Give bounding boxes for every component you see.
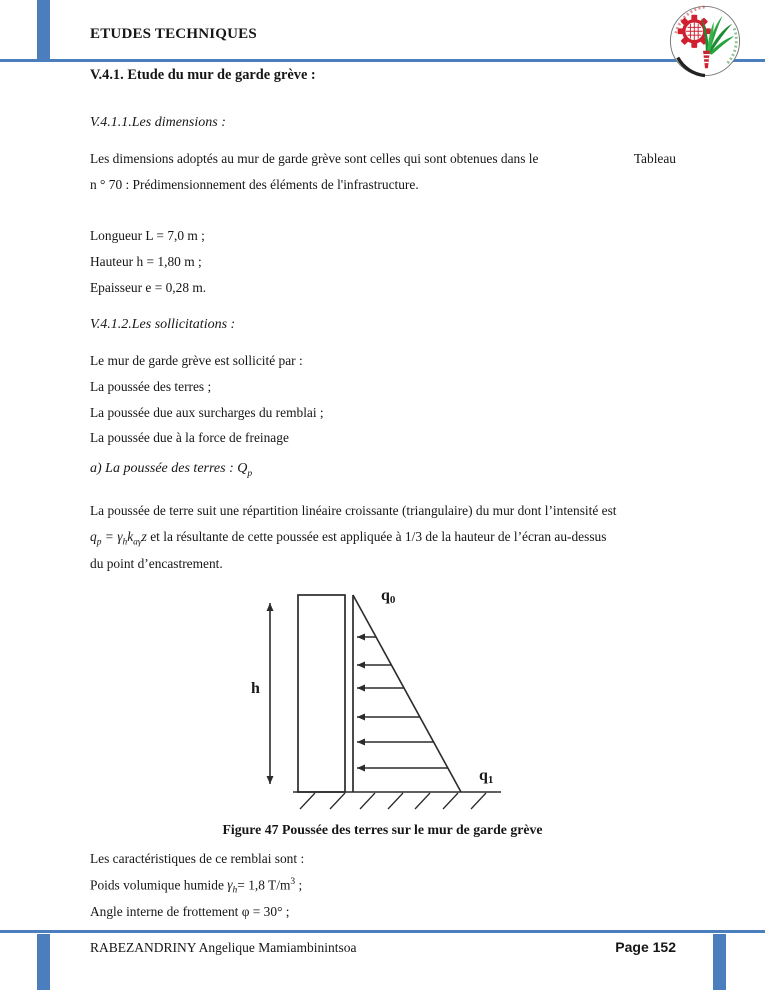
char1-text: Poids volumique humide: [90, 877, 228, 893]
char1-exponent: 3: [290, 877, 296, 887]
pressure-hypotenuse: [353, 595, 461, 792]
remblai-characteristic-1: [90, 877, 302, 896]
paragraph-poussee-line3: du point d’encastrement.: [90, 556, 223, 571]
q0-label: q0: [381, 587, 396, 606]
footer-page-number: Page 152: [615, 939, 676, 955]
sollicitation-item: La poussée due à la force de freinage: [90, 430, 289, 445]
sollicitations-intro: Le mur de garde grève est sollicité par :: [90, 353, 303, 368]
running-header-title: ETUDES TECHNIQUES: [90, 26, 257, 42]
q1-label: q1: [479, 767, 494, 786]
school-logo-icon: [668, 4, 742, 78]
accent-bar-bottom-right: [713, 934, 726, 990]
dimension-item: Longueur L = 7,0 m ;: [90, 228, 205, 243]
char1-tail: ;: [295, 877, 303, 893]
paragraph-poussee-line2: [90, 529, 606, 548]
subsection-heading-dimensions: V.4.1.1.Les dimensions :: [90, 115, 226, 130]
paragraph-poussee-line1: La poussée de terre suit une répartition linéaire croissante (triangulaire) du mur dont l’intensité est: [90, 503, 617, 518]
item-a-heading: [90, 461, 252, 479]
paragraph-text: Les dimensions adoptés au mur de garde grève sont celles qui sont obtenues dans le: [90, 151, 539, 166]
paragraph-text: et la résultante de cette poussée est appliquée à 1/3 de la hauteur de l’écran au-dessus: [146, 529, 607, 544]
ground-hatching: [300, 793, 486, 809]
subsection-heading-sollicitations: V.4.1.2.Les sollicitations :: [90, 317, 236, 332]
dimension-item: Hauteur h = 1,80 m ;: [90, 254, 202, 269]
pressure-formula: $q_p = \gamma_hk_{a\gamma}z$: [90, 529, 147, 548]
item-a-heading-text: a) La poussée des terres : Q: [90, 461, 248, 476]
remblai-intro: Les caractéristiques de ce remblai sont :: [90, 851, 305, 866]
paragraph-dimensions-line2: n ° 70 : Prédimensionnement des éléments de l'infrastructure.: [90, 177, 419, 192]
char1-value: = 1,8 T/m: [237, 877, 291, 893]
accent-bar-top-left: [37, 0, 50, 60]
paragraph-text-tail: Tableau: [633, 151, 676, 166]
accent-bar-bottom-left: [37, 934, 50, 990]
footer-rule: [0, 930, 765, 933]
pressure-arrows: [357, 637, 448, 768]
paragraph-dimensions-line1: [90, 151, 676, 167]
item-a-heading-subscript: p: [247, 468, 253, 479]
remblai-characteristic-2: Angle interne de frottement φ = 30° ;: [90, 904, 290, 919]
gamma-h-symbol: $\gamma_h$: [227, 877, 238, 897]
sollicitation-item: La poussée des terres ;: [90, 379, 212, 394]
sollicitation-item: La poussée due aux surcharges du remblai ;: [90, 405, 324, 420]
dimension-item: Epaisseur e = 0,28 m.: [90, 280, 207, 295]
figure-caption: Figure 47 Poussée des terres sur le mur de garde grève: [222, 822, 543, 837]
height-label: h: [251, 680, 260, 697]
footer-author: RABEZANDRINY Angelique Mamiambinintsoa: [90, 940, 357, 955]
section-heading: V.4.1. Etude du mur de garde grève :: [90, 67, 316, 83]
header-rule: [0, 59, 765, 62]
earth-pressure-diagram: [243, 583, 511, 818]
wall-rect: [298, 595, 345, 792]
